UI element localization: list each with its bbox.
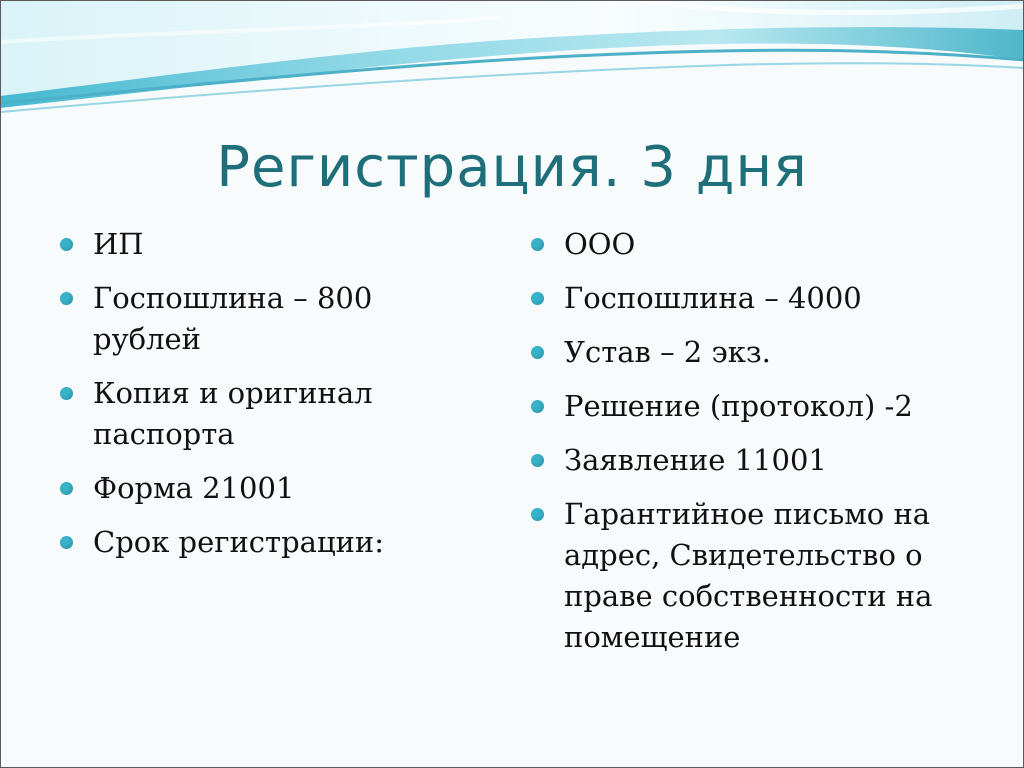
list-item-text: ИП xyxy=(93,227,144,261)
list-item-text: Заявление 11001 xyxy=(564,443,827,477)
list-item xyxy=(60,278,464,360)
right-bullet-list xyxy=(531,224,954,671)
bullet-icon xyxy=(60,292,73,305)
list-item xyxy=(60,224,464,265)
list-item-text: Гарантийное письмо на адрес, Свидетельство о праве собственности на помещение xyxy=(564,497,933,654)
list-item xyxy=(531,278,954,319)
bullet-icon xyxy=(60,536,73,549)
list-item-text: Госпошлина – 800 рублей xyxy=(93,281,373,356)
list-item xyxy=(531,332,954,373)
list-item-text: Форма 21001 xyxy=(93,471,295,505)
list-item-text: Срок регистрации: xyxy=(93,525,385,559)
list-item-text: ООО xyxy=(564,227,636,261)
list-item xyxy=(60,468,464,509)
bullet-icon xyxy=(531,454,544,467)
bullet-icon xyxy=(531,400,544,413)
bullet-icon xyxy=(531,238,544,251)
list-item xyxy=(531,494,954,658)
slide-title: Регистрация. 3 дня xyxy=(216,135,808,200)
list-item xyxy=(60,522,464,563)
list-item xyxy=(531,224,954,265)
bullet-icon xyxy=(531,346,544,359)
bullet-icon xyxy=(531,508,544,521)
list-item-text: Решение (протокол) -2 xyxy=(564,389,913,423)
list-item-text: Госпошлина – 4000 xyxy=(564,281,862,315)
list-item xyxy=(60,373,464,455)
list-item-text: Копия и оригинал паспорта xyxy=(93,376,373,451)
list-item xyxy=(531,440,954,481)
header-wave-decoration xyxy=(0,0,1024,140)
list-item-text: Устав – 2 экз. xyxy=(564,335,771,369)
bullet-icon xyxy=(60,482,73,495)
bullet-icon xyxy=(60,387,73,400)
bullet-icon xyxy=(60,238,73,251)
bullet-icon xyxy=(531,292,544,305)
list-item xyxy=(531,386,954,427)
left-bullet-list xyxy=(60,224,464,576)
